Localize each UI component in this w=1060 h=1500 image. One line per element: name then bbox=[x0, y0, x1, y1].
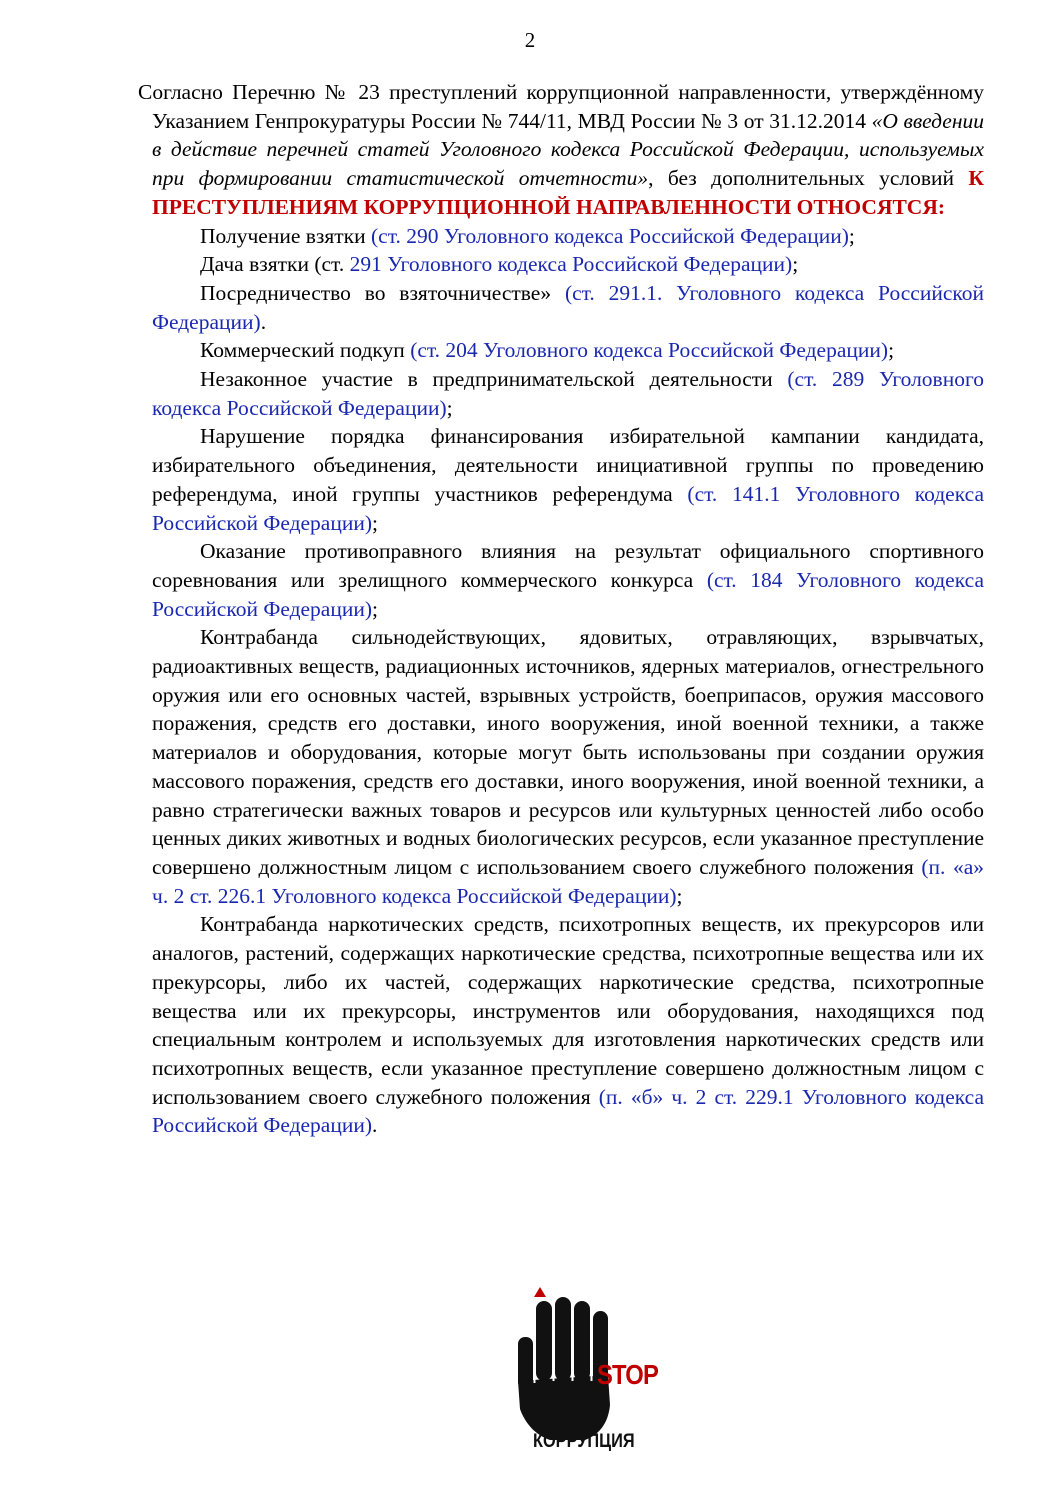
item-law-reference: 291 Уголовного кодекса Российской Федерации) bbox=[349, 252, 793, 277]
item-law-reference: (п. «б» ч. 2 ст. 229.1 Уголовного кодекса Российской Федерации) bbox=[152, 1084, 985, 1138]
list-item bbox=[152, 250, 984, 279]
page-number: 2 bbox=[524, 28, 536, 52]
item-law-reference: (ст. 204 Уголовного кодекса Российской Федерации) bbox=[410, 338, 889, 363]
item-end: . bbox=[372, 1113, 378, 1138]
arrow-icon bbox=[534, 1287, 546, 1297]
list-item bbox=[152, 537, 984, 623]
intro-emphasis: К ПРЕСТУПЛЕНИЯМ КОРРУПЦИОННОЙ НАПРАВЛЕННОСТИ ОТНОСЯТСЯ: bbox=[152, 166, 984, 219]
item-text: Незаконное участие в предпринимательской деятельности bbox=[200, 367, 788, 392]
item-text: Дача взятки (ст. bbox=[200, 252, 350, 277]
item-text: Оказание противоправного влияния на результат официального спортивного соревнования или зрелищного коммерческого конкурса bbox=[152, 539, 984, 592]
item-law-reference: (ст. 184 Уголовного кодекса Российской Федерации) bbox=[152, 567, 984, 621]
list-item bbox=[152, 910, 984, 1140]
item-text: Получение взятки bbox=[200, 223, 372, 248]
item-law-reference: (ст. 290 Уголовного кодекса Российской Федерации) bbox=[371, 223, 849, 248]
item-end: ; bbox=[676, 883, 683, 908]
list-item bbox=[152, 422, 984, 537]
item-end: . bbox=[260, 309, 267, 334]
item-end: ; bbox=[848, 223, 855, 248]
item-text: Коммерческий подкуп bbox=[200, 338, 411, 363]
item-end: ; bbox=[446, 395, 453, 420]
item-law-reference: (ст. 141.1 Уголовного кодекса Российской Федерации) bbox=[152, 481, 984, 535]
item-end: ; bbox=[372, 510, 379, 535]
item-text: Контрабанда наркотических средств, психотропных веществ, их прекурсоров или аналогов, растений, содержащих наркотические средства, психотропные вещества или их прекурсоры, либо их частей, содержащих наркотические средства, психотропные вещества или их прекурсоры, инструментов или оборудования, находящихся под специальным контролем и используемых для изготовления наркотических средств или психотропных веществ, если указанное преступление совершено должностным лицом с использованием своего служебного положения bbox=[152, 912, 984, 1109]
item-text: Контрабанда сильнодействующих, ядовитых, отравляющих, взрывчатых, радиоактивных веществ, радиационных источников, ядерных материалов, огнестрельного оружия или его основных частей, взрывных устройств, боеприпасов, оружия массового поражения, средств его доставки, иного вооружения, иной военной техники, а также материалов и оборудования, которые могут быть использованы при создании оружия массового поражения, средств его доставки, иного вооружения, иной военной техники, а равно стратегически важных товаров и ресурсов или культурных ценностей либо особо ценных диких животных и водных биологических ресурсов, если указанное преступление совершено должностным лицом с использованием своего служебного положения bbox=[152, 625, 984, 879]
logo-caption: КОРРУПЦИЯ bbox=[533, 1431, 635, 1452]
intro-text-2: , без дополнительных условий bbox=[648, 166, 969, 191]
intro-text-1: Согласно Перечню № 23 преступлений коррупционной направленности, утверждённому Указанием Генпрокуратуры России № 744/11, МВД России № 3 от 31.12.2014 bbox=[138, 80, 984, 133]
list-item bbox=[152, 623, 984, 910]
list-item bbox=[152, 279, 984, 336]
list-item bbox=[152, 336, 984, 365]
document-body bbox=[138, 78, 985, 1140]
item-end: ; bbox=[888, 338, 895, 363]
intro-italic-title: «О введении в действие перечней статей Уголовного кодекса Российской Федерации, используемых при формировании статистической отчетности» bbox=[152, 108, 985, 191]
item-law-reference: (ст. 291.1. Уголовного кодекса Российской Федерации) bbox=[152, 280, 985, 334]
list-item bbox=[152, 365, 984, 422]
item-end: ; bbox=[792, 252, 799, 277]
intro-paragraph bbox=[138, 78, 985, 222]
stop-corruption-hand-icon bbox=[490, 1285, 690, 1455]
item-law-reference: (ст. 289 Уголовного кодекса Российской Федерации) bbox=[152, 367, 984, 420]
item-law-reference: (п. «а» ч. 2 ст. 226.1 Уголовного кодекса Российской Федерации) bbox=[152, 854, 984, 908]
item-text: Нарушение порядка финансирования избирательной кампании кандидата, избирательного объединения, деятельности инициативной группы по проведению референдума, иной группы участников референдума bbox=[152, 424, 984, 506]
item-end: ; bbox=[372, 596, 379, 621]
item-text: Посредничество во взяточничестве» bbox=[200, 280, 565, 305]
logo-stop-text: STOP bbox=[597, 1359, 658, 1390]
list-item bbox=[152, 222, 984, 251]
